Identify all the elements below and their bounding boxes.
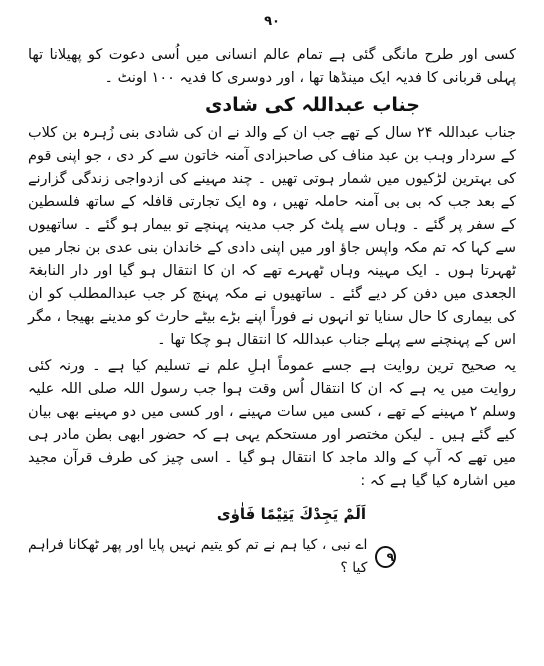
quran-verse: اَلَمْ یَجِدْكَ یَتِیْمًا فَاٰوٰى (216, 505, 366, 523)
footnote-marker: ۹ (375, 546, 396, 568)
footnote (28, 534, 516, 580)
footnote-text: اے نبی ، کیا ہم نے تم کو یتیم نہیں پایا اور پھر ٹھکانا فراہم کیا ؟ (28, 537, 368, 576)
paragraph-narration: یہ صحیح ترین روایت ہے جسے عموماً اہلِ علم نے تسلیم کیا ہے ۔ ورنہ کئی روایت میں یہ ہے کہ ان کا انتقال اُس وقت ہوا جب رسول اللہ صلی اللہ علیہ وسلم ۲ مہینے کے تھے ، کسی میں سات مہینے ، اور کسی میں دو مہینے بھی بیان کیے گئے ہیں ۔ لیکن مختصر اور مستحکم یہی ہے کہ حضور ابھی بطن مادر ہی میں تھے کہ آپ کے والد ماجد کا انتقال ہو گیا ۔ اسی چیز کی طرف قرآن مجید میں اشارہ کیا گیا ہے کہ : (28, 358, 517, 489)
page-number: ۹۰ (264, 14, 280, 29)
document-body (28, 44, 516, 580)
paragraph-marriage: جناب عبداللہ ۲۴ سال کے تھے جب ان کے والد نے ان کی شادی بنی زُہرہ بن کلاب کے سردار وہب بن عبد مناف کی صاحبزادی آمنہ خاتون سے کر دی ، جو اپنی قوم کی بہترین لڑکیوں میں شمار ہوتی تھیں ۔ چند مہینے کی ازدواجی زندگی گزارنے کے بعد جب کہ بی بی آمنہ حاملہ تھیں ، وہ ایک تجارتی قافلہ کے ساتھ فلسطین کے سفر پر گئے ۔ وہاں سے پلٹ کر جب مدینہ پہنچے تو بیمار ہو گئے ۔ ساتھیوں سے کہا کہ تم مکہ واپس جاؤ اور میں اپنی دادی کے خاندان بنی عدی بن نجار میں ٹھہرتا ہوں ۔ ایک مہینہ وہاں ٹھہرے تھے کہ ان کا انتقال ہو گیا اور دار النابغۃ الجعدی میں دفن کر دیے گئے ۔ ساتھیوں نے مکہ پہنچ کر جب عبدالمطلب کو ان کی بیماری کا حال سنایا تو انہوں نے فوراً اپنے بڑے بیٹے حارث کو مدینے بھیجا ، مگر اس کے پہنچنے سے پہلے جناب عبداللہ کا انتقال ہو چکا تھا ۔ (28, 125, 516, 348)
section-heading: جناب عبداللہ کی شادی (204, 94, 420, 116)
paragraph-intro: کسی اور طرح مانگی گئی ہے تمام عالم انسانی میں اُسی دعوت کو پھیلانا تھا پہلی قربانی کا فدیہ ایک مینڈھا تھا ، اور دوسری کا فدیہ ۱۰۰ اونٹ ۔ (28, 47, 516, 86)
